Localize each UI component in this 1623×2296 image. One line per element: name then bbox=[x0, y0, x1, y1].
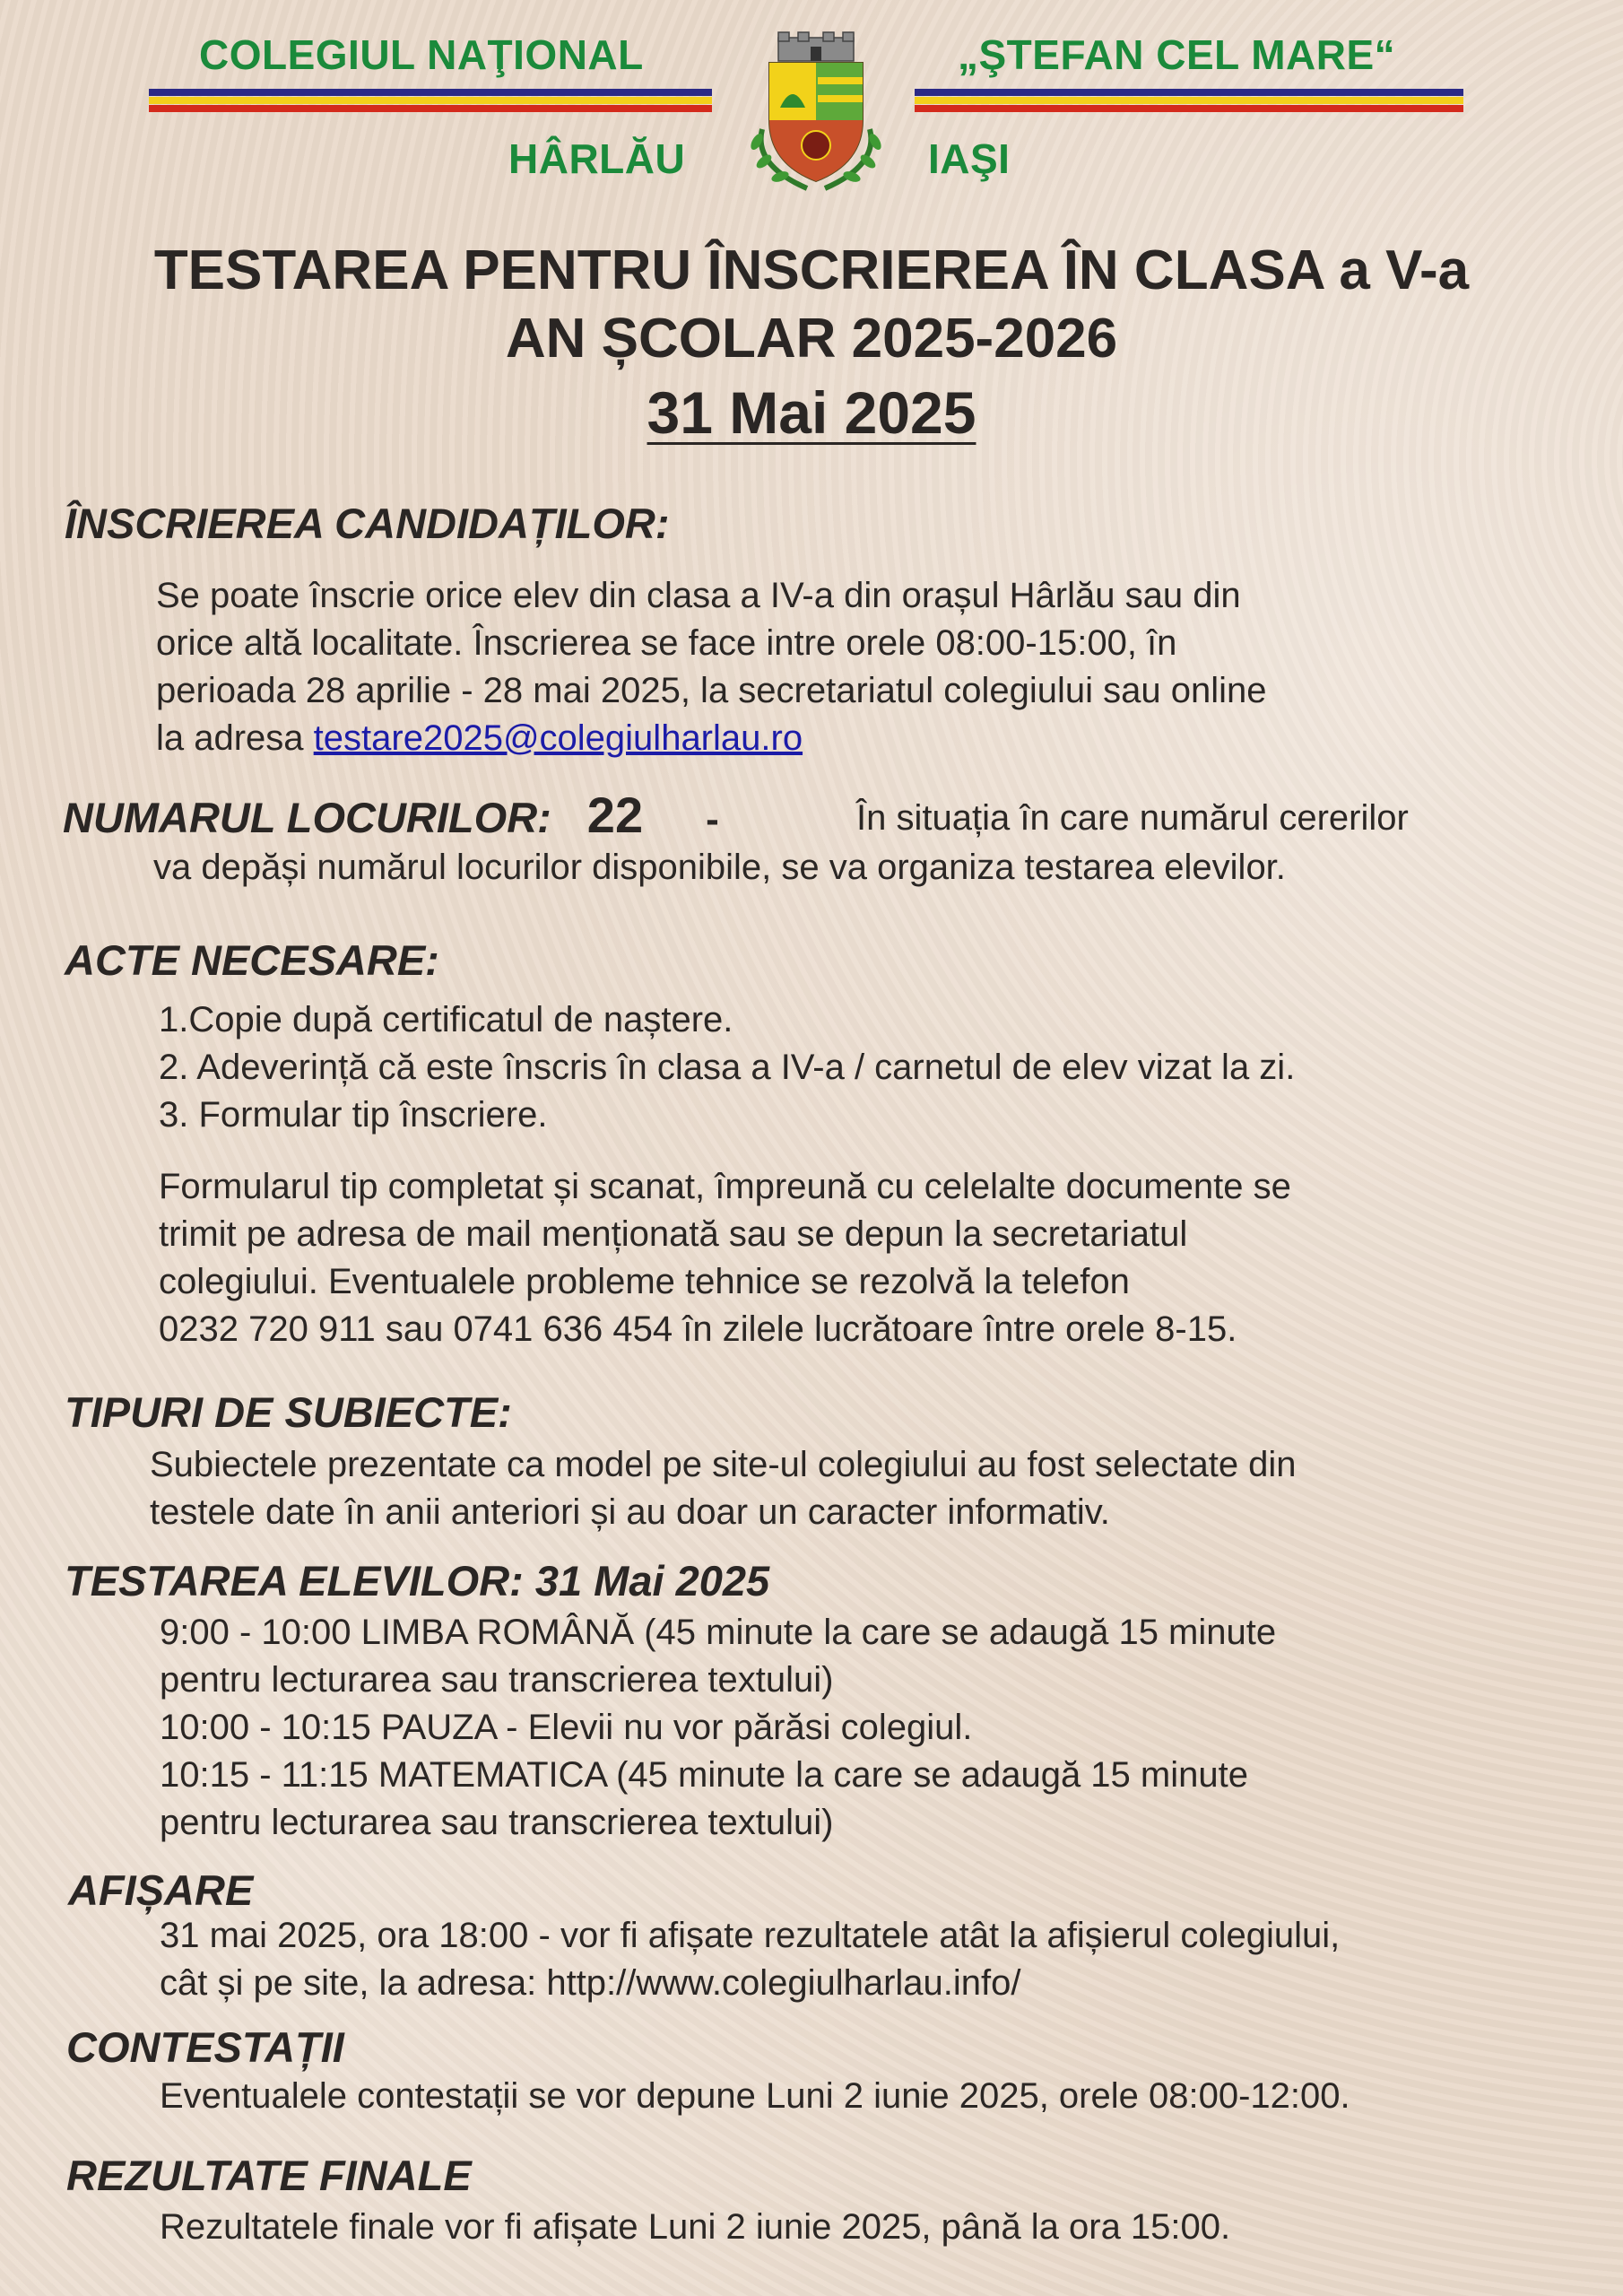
afisare-text bbox=[160, 1912, 1340, 2007]
section-heading-afisare: AFIȘARE bbox=[68, 1866, 254, 1914]
acte-item: 1.Copie după certificatul de naștere. bbox=[159, 1000, 733, 1039]
acte-note-line: 0232 720 911 sau 0741 636 454 în zilele lucrătoare între orele 8-15. bbox=[159, 1309, 1237, 1349]
email-prefix: la adresa bbox=[156, 718, 314, 758]
locuri-text-2: va depăși numărul locurilor disponibile, se va organiza testarea elevilor. bbox=[153, 848, 1286, 887]
school-year-title: AN ȘCOLAR 2025-2026 bbox=[505, 308, 1118, 370]
inscriere-text bbox=[156, 572, 1267, 762]
acte-note-line: colegiului. Eventualele probleme tehnice se rezolvă la telefon bbox=[159, 1262, 1130, 1301]
locuri-text-1: În situația în care numărul cererilor bbox=[856, 798, 1409, 838]
inscriere-line: orice altă localitate. Înscrierea se face intre orele 08:00-15:00, în bbox=[156, 623, 1177, 663]
section-heading-rezultate: REZULTATE FINALE bbox=[66, 2152, 472, 2199]
acte-note-line: Formularul tip completat și scanat, împreună cu celelalte documente se bbox=[159, 1167, 1291, 1206]
email-link[interactable]: testare2025@colegiulharlau.ro bbox=[313, 718, 803, 758]
school-name-left: COLEGIUL NAŢIONAL bbox=[199, 31, 644, 78]
school-name-right: „ŞTEFAN CEL MARE“ bbox=[958, 31, 1396, 78]
afisare-line: 31 mai 2025, ora 18:00 - vor fi afișate rezultatele atât la afișierul colegiului, bbox=[160, 1916, 1341, 1955]
acte-item: 2. Adeverință că este înscris în clasa a IV-a / carnetul de elev vizat la zi. bbox=[159, 1048, 1296, 1087]
acte-item: 3. Formular tip înscriere. bbox=[159, 1095, 548, 1135]
section-heading-testare: TESTAREA ELEVILOR: 31 Mai 2025 bbox=[65, 1557, 770, 1605]
section-heading-inscriere: ÎNSCRIEREA CANDIDAȚILOR: bbox=[65, 500, 670, 547]
tricolor-band-right bbox=[915, 89, 1463, 112]
inscriere-line bbox=[156, 715, 1267, 762]
city-left: HÂRLĂU bbox=[508, 135, 686, 182]
tricolor-band-left bbox=[149, 89, 712, 112]
afisare-line: cât și pe site, la adresa: http://www.colegiulharlau.info/ bbox=[160, 1963, 1021, 2003]
rezultate-text: Rezultatele finale vor fi afișate Luni 2 iunie 2025, până la ora 15:00. bbox=[160, 2207, 1231, 2247]
locuri-heading: NUMARUL LOCURILOR: bbox=[63, 794, 551, 841]
section-heading-contestatii: CONTESTAȚII bbox=[66, 2023, 344, 2071]
contestatii-text: Eventualele contestații se vor depune Luni 2 iunie 2025, orele 08:00-12:00. bbox=[160, 2076, 1350, 2116]
city-right: IAŞI bbox=[928, 135, 1011, 182]
schedule-line: 9:00 - 10:00 LIMBA ROMÂNĂ (45 minute la care se adaugă 15 minute bbox=[160, 1613, 1277, 1652]
section-heading-locuri bbox=[63, 786, 719, 844]
subiecte-line: testele date în anii anteriori și au doar un caracter informativ. bbox=[150, 1492, 1110, 1532]
testare-schedule bbox=[160, 1609, 1276, 1847]
schedule-line: pentru lecturarea sau transcrierea textului) bbox=[160, 1660, 834, 1700]
subiecte-text bbox=[150, 1441, 1297, 1536]
coat-of-arms-icon bbox=[726, 30, 906, 192]
locuri-number: 22 bbox=[586, 787, 644, 843]
inscriere-line: perioada 28 aprilie - 28 mai 2025, la secretariatul colegiului sau online bbox=[156, 671, 1267, 710]
test-date-title bbox=[0, 378, 1623, 447]
acte-list bbox=[159, 996, 1295, 1139]
schedule-line: pentru lecturarea sau transcrierea textului) bbox=[160, 1803, 834, 1842]
schedule-line: 10:15 - 11:15 MATEMATICA (45 minute la care se adaugă 15 minute bbox=[160, 1755, 1248, 1795]
locuri-dash: - bbox=[706, 797, 719, 841]
inscriere-line: Se poate înscrie orice elev din clasa a IV-a din orașul Hârlău sau din bbox=[156, 576, 1241, 615]
acte-note bbox=[159, 1163, 1291, 1353]
test-date: 31 Mai 2025 bbox=[647, 379, 976, 446]
section-heading-acte: ACTE NECESARE: bbox=[65, 936, 439, 984]
acte-note-line: trimit pe adresa de mail menționată sau se depun la secretariatul bbox=[159, 1214, 1188, 1254]
subiecte-line: Subiectele prezentate ca model pe site-ul colegiului au fost selectate din bbox=[150, 1445, 1297, 1484]
section-heading-subiecte: TIPURI DE SUBIECTE: bbox=[65, 1388, 512, 1436]
page-title: TESTAREA PENTRU ÎNSCRIEREA ÎN CLASA a V-a bbox=[153, 239, 1470, 301]
schedule-line: 10:00 - 10:15 PAUZA - Elevii nu vor părăsi colegiul. bbox=[160, 1708, 973, 1747]
